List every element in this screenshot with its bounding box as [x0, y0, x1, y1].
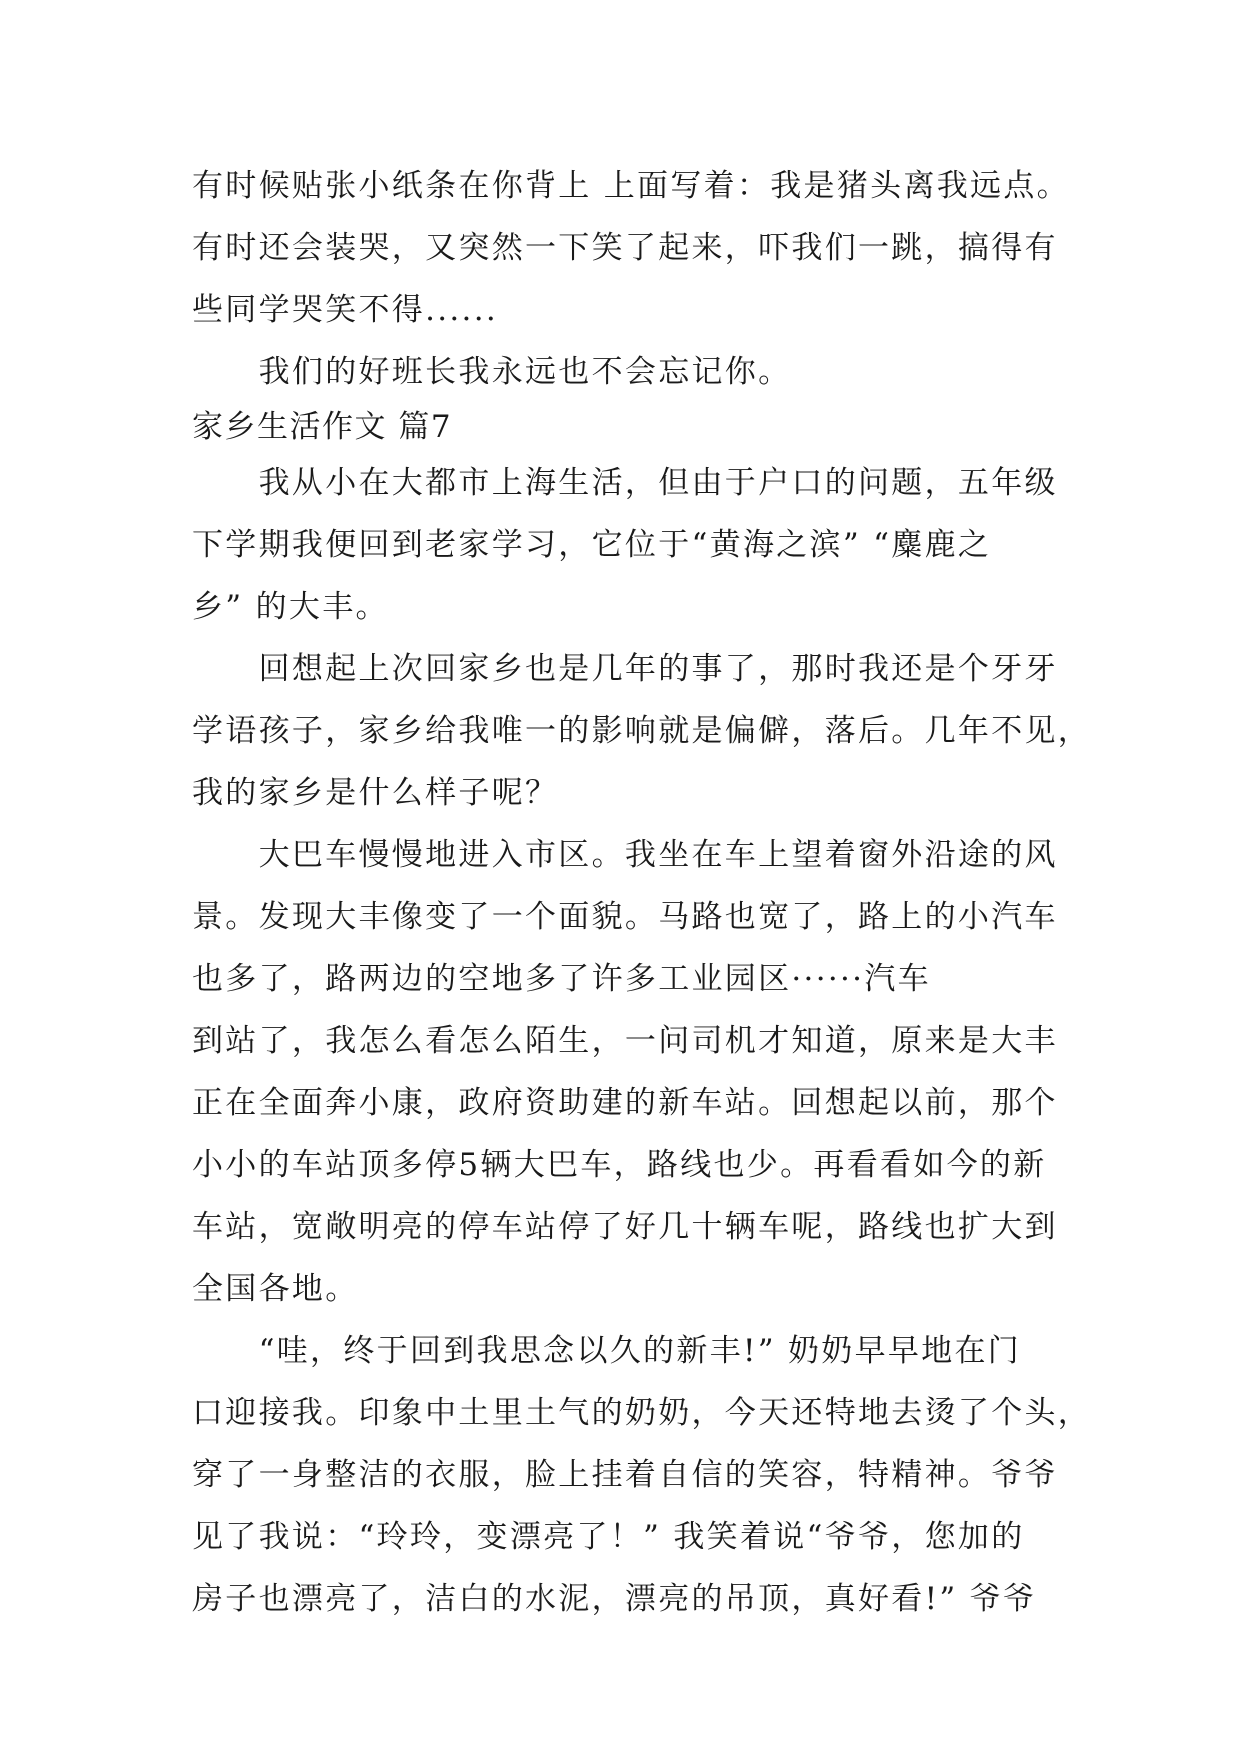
text-line: 我们的好班长我永远也不会忘记你。: [192, 354, 792, 390]
text-line: 全国各地。: [192, 1271, 359, 1307]
text-line: 有时候贴张小纸条在你背上 上面写着：我是猪头离我远点。: [192, 168, 1070, 204]
text-line: 正在全面奔小康，政府资助建的新车站。回想起以前，那个: [192, 1085, 1058, 1121]
text-line: “哇，终于回到我思念以久的新丰!” 奶奶早早地在门: [192, 1333, 1022, 1369]
text-line: 到站了，我怎么看怎么陌生，一问司机才知道，原来是大丰: [192, 1023, 1058, 1059]
text-line: 我的家乡是什么样子呢？: [192, 775, 559, 811]
text-line: 穿了一身整洁的衣服，脸上挂着自信的笑容，特精神。爷爷: [192, 1457, 1058, 1493]
text-line: 口迎接我。印象中土里土气的奶奶，今天还特地去烫了个头，: [192, 1395, 1092, 1431]
text-line: 回想起上次回家乡也是几年的事了，那时我还是个牙牙: [192, 651, 1058, 687]
section-heading: 家乡生活作文 篇7: [192, 409, 453, 445]
text-line: 景。发现大丰像变了一个面貌。马路也宽了，路上的小汽车: [192, 899, 1058, 935]
text-line: 也多了，路两边的空地多了许多工业园区······汽车: [192, 961, 931, 997]
text-line: 乡” 的大丰。: [192, 589, 389, 625]
text-line: 房子也漂亮了，洁白的水泥，漂亮的吊顶，真好看!” 爷爷: [192, 1581, 1037, 1617]
text-line: 我从小在大都市上海生活，但由于户口的问题，五年级: [192, 465, 1058, 501]
text-line: 学语孩子，家乡给我唯一的影响就是偏僻，落后。几年不见，: [192, 713, 1092, 749]
text-line: 些同学哭笑不得......: [192, 292, 499, 328]
text-line: 见了我说：“玲玲，变漂亮了！” 我笑着说“爷爷，您加的: [192, 1519, 1025, 1555]
text-line: 下学期我便回到老家学习，它位于“黄海之滨” “麋鹿之: [192, 527, 992, 563]
text-line: 大巴车慢慢地进入市区。我坐在车上望着窗外沿途的风: [192, 837, 1058, 873]
text-line: 车站，宽敞明亮的停车站停了好几十辆车呢，路线也扩大到: [192, 1209, 1058, 1245]
text-line: 有时还会装哭，又突然一下笑了起来，吓我们一跳，搞得有: [192, 230, 1058, 266]
text-line: 小小的车站顶多停5辆大巴车，路线也少。再看看如今的新: [192, 1147, 1047, 1183]
